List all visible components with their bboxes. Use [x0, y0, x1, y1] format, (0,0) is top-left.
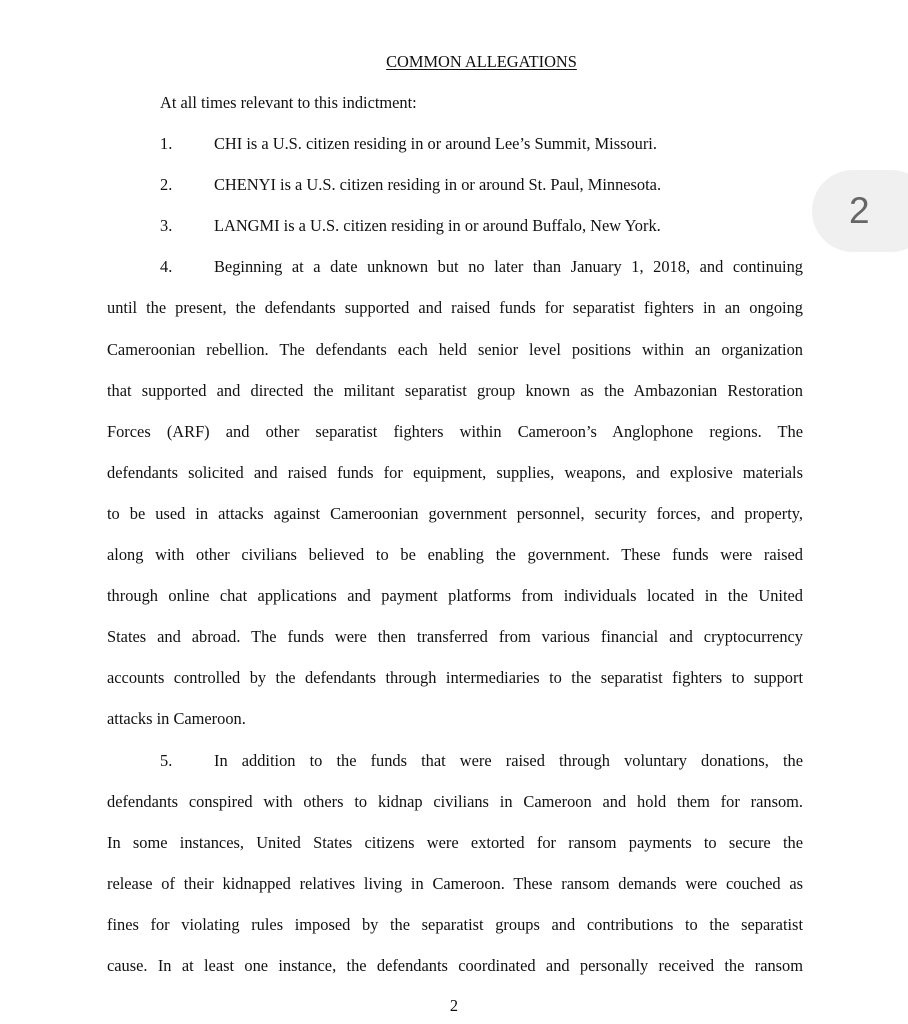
paragraph-line: Forces (ARF) and other separatist fighters within Cameroon’s Anglophone regions. The	[107, 422, 803, 441]
paragraph-line: fines for violating rules imposed by the separatist groups and contributions to the separatist	[107, 915, 803, 934]
paragraph-number: 4.	[160, 257, 173, 276]
paragraph-line: CHENYI is a U.S. citizen residing in or around St. Paul, Minnesota.	[214, 175, 662, 194]
paragraph-line: cause. In at least one instance, the defendants coordinated and personally received the ransom	[107, 956, 803, 975]
paragraph-line: to be used in attacks against Cameroonian government personnel, security forces, and property,	[107, 504, 803, 523]
page-number: 2	[449, 996, 459, 1015]
paragraph-line: that supported and directed the militant separatist group known as the Ambazonian Restoration	[107, 381, 803, 400]
paragraph-line: Beginning at a date unknown but no later than January 1, 2018, and continuing	[214, 257, 803, 276]
paragraph-line: LANGMI is a U.S. citizen residing in or around Buffalo, New York.	[214, 216, 661, 235]
paragraph-number: 5.	[160, 751, 173, 770]
paragraph-line: accounts controlled by the defendants through intermediaries to the separatist fighters to support	[107, 668, 803, 687]
paragraph-line: CHI is a U.S. citizen residing in or around Lee’s Summit, Missouri.	[214, 134, 657, 153]
paragraph-number: 1.	[160, 134, 173, 153]
paragraph-line: through online chat applications and payment platforms from individuals located in the United	[107, 586, 803, 605]
paragraph-line: Cameroonian rebellion. The defendants each held senior level positions within an organization	[107, 340, 803, 359]
page-indicator-number: 2	[849, 190, 870, 231]
section-heading: COMMON ALLEGATIONS	[386, 52, 577, 71]
intro-text: At all times relevant to this indictment:	[160, 93, 417, 112]
paragraph-line: defendants conspired with others to kidnap civilians in Cameroon and hold them for ransom.	[107, 792, 803, 811]
paragraph-line: attacks in Cameroon.	[107, 709, 246, 728]
paragraph-line: States and abroad. The funds were then transferred from various financial and cryptocurrency	[107, 627, 803, 646]
paragraph-number: 2.	[160, 175, 173, 194]
paragraph-line: until the present, the defendants supported and raised funds for separatist fighters in an ongoing	[107, 298, 803, 317]
paragraph-line: defendants solicited and raised funds for equipment, supplies, weapons, and explosive materials	[107, 463, 803, 482]
paragraph-line: along with other civilians believed to be enabling the government. These funds were raised	[107, 545, 803, 564]
paragraph-number: 3.	[160, 216, 173, 235]
paragraph-line: In addition to the funds that were raised through voluntary donations, the	[214, 751, 803, 770]
paragraph-line: In some instances, United States citizens were extorted for ransom payments to secure the	[107, 833, 803, 852]
paragraph-line: release of their kidnapped relatives living in Cameroon. These ransom demands were couched as	[107, 874, 803, 893]
